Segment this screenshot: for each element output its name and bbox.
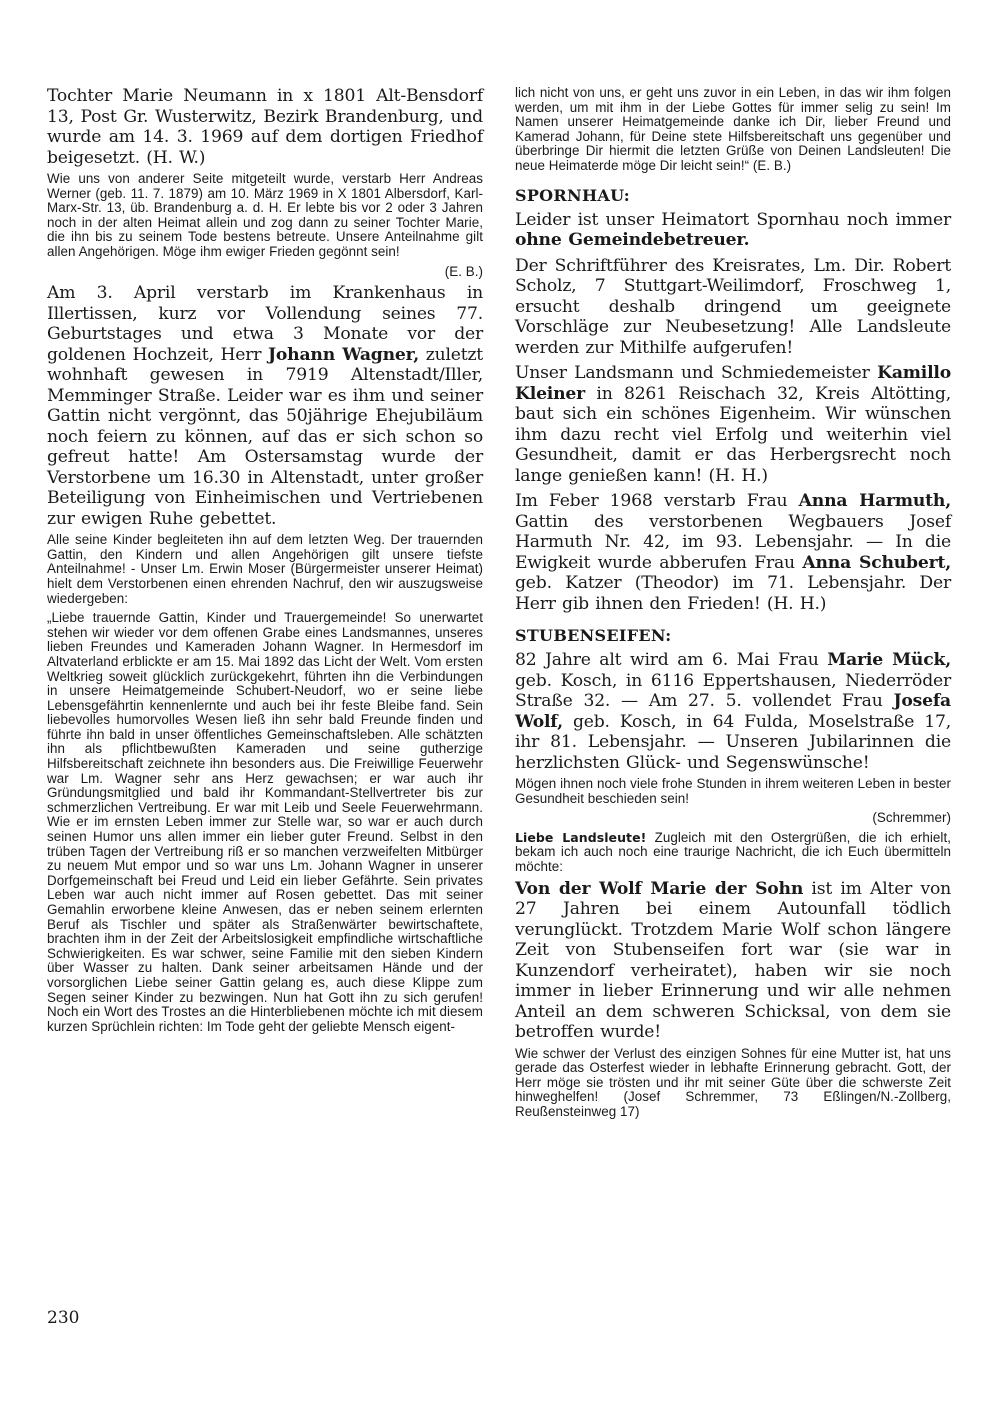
right-column — [515, 86, 951, 1120]
paragraph-spornhau-call: Der Schriftführer des Kreisrates, Lm. Dir. Robert Scholz, 7 Stuttgart-Weilimdorf, Froschweg 1, ersucht deshalb dringend um geeignete Vorschläge zur Neubesetzung! Alle Landsleute werden zur Mithilfe aufgerufen! — [515, 255, 951, 358]
paragraph-funeral-attendance: Alle seine Kinder begleiteten ihn auf dem letzten Weg. Der trauernden Gattin, den Kindern und allen Angehörigen gilt unsere tiefste Anteilnahme! - Unser Lm. Erwin Moser (Bürgermeister unserer Heimat) hielt dem Verstorbenen einen ehrenden Nachruf, den wir auszugsweise wiedergeben: — [47, 532, 483, 606]
paragraph-spornhau-no-caretaker: Leider ist unser Heimatort Spornhau noch immer ohne Gemeindebetreuer. — [515, 209, 951, 251]
author-signature: (Schremmer) — [872, 810, 951, 826]
paragraph-condolence: Wie schwer der Verlust des einzigen Sohnes für eine Mutter ist, hat uns gerade das Osterfest wieder in lebhafte Erinnerung gebracht. Gott, der Herr möge sie trösten und ihr mit seiner Güte über die schwerste Zeit hinweghelfen! (Josef Schremmer, 73 Eßlingen/N.-Zollberg, Reußensteinweg 17) — [515, 1045, 951, 1119]
left-column — [47, 86, 483, 1034]
paragraph-eulogy-continued: lich nicht von uns, er geht uns zuvor in ein Leben, in das wir ihm folgen werden, um mit ihm in der Liebe Gottes für immer selig zu sein! Im Namen unserer Heimatgemeinde danke ich Dir, lieber Freund und Kamerad Johann, für Deine stete Hilfsbereitschaft uns gegenüber und überbringe Dir hiermit die letzten Grüße von Deinen Landsleuten! Die neue Heimaterde möge Dir leicht sein!“ (E. B.) — [515, 85, 951, 173]
section-heading-stubenseifen: STUBENSEIFEN: — [515, 626, 672, 646]
paragraph-neumann-burial: Tochter Marie Neumann in x 1801 Alt-Bensdorf 13, Post Gr. Wusterwitz, Bezirk Brandenburg, und wurde am 14. 3. 1969 auf dem dortigen Friedhof beigesetzt. (H. W.) — [47, 86, 483, 168]
person-name: Anna Schubert, — [802, 552, 951, 573]
paragraph-dear-countrymen: Liebe Landsleute! Zugleich mit den Ostergrüßen, die ich erhielt, bekam ich auch noch eine traurige Nachricht, die ich Euch übermitteln möchte: — [515, 829, 951, 875]
paragraph-werner-obituary: Wie uns von anderer Seite mitgeteilt wurde, verstarb Herr Andreas Werner (geb. 11. 7. 1879) am 10. März 1969 in X 1801 Albersdorf, Karl-Marx-Str. 13, üb. Brandenburg a. d. H. Er lebte bis vor 2 oder 3 Jahren noch in der alten Heimat allein und zog dann zu seiner Tochter Marie, die ihn bis zu seinem Tode bestens betreute. Unsere Anteilnahme gilt allen Angehörigen. Möge ihm ewiger Frieden gegönnt sein! — [47, 171, 483, 259]
person-name: Josefa Wolf, — [515, 691, 951, 732]
person-name: Marie Mück, — [827, 650, 951, 671]
person-name: Kamillo Kleiner — [515, 363, 951, 404]
paragraph-kleiner-house: Unser Landsmann und Schmiedemeister Kamillo Kleiner in 8261 Reischach 32, Kreis Altötting, baut sich ein schönes Eigenheim. Wir wünschen ihm dazu recht viel Erfolg und weiterhin viel Gesundheit, damit er das Herbergsrecht noch lange genießen kann! (H. H.) — [515, 363, 951, 486]
paragraph-harmuth-schubert-deaths: Im Feber 1968 verstarb Frau Anna Harmuth, Gattin des verstorbenen Wegbauers Josef Harmuth Nr. 42, im 93. Lebensjahr. — In die Ewigkeit wurde abberufen Frau Anna Schubert, geb. Katzer (Theodor) im 71. Lebensjahr. Der Herr gib ihnen den Frieden! (H. H.) — [515, 491, 951, 614]
paragraph-wagner-obituary: Am 3. April verstarb im Krankenhaus in Illertissen, kurz vor Vollendung seines 77. Geburtstages und etwa 3 Monate vor der goldenen Hochzeit, Herr Johann Wagner, zuletzt wohnhaft gewesen in 7919 Altenstadt/Iller, Memminger Straße. Leider war es ihm und seiner Gattin nicht vergönnt, das 50jährige Ehejubiläum noch feiern zu können, auf das er sich schon so gefreut hatte! Am Ostersamstag wurde der Verstorbene um 16.30 in Altenstadt, unter großer Beteiligung von Einheimischen und Vertriebenen zur ewigen Ruhe gebettet. — [47, 283, 484, 529]
page-number: 230 — [47, 1308, 80, 1328]
person-name: Johann Wagner, — [267, 344, 420, 365]
paragraph-eulogy: „Liebe trauernde Gattin, Kinder und Trauergemeinde! So unerwartet stehen wir wieder vor dem offenen Grabe eines Landsmannes, unseres lieben Freundes und Kameraden Johann Wagner. In Hermesdorf im Altvaterland erblickte er am 15. Mai 1892 das Licht der Welt. Vom ersten Weltkrieg soweit glücklich zurückgekehrt, führten ihn die Verbindungen in unsere Heimatgemeinde Schubert-Neudorf, wo er seine liebe Lebensgefährtin kennenlernte und auch bei ihr feste Bleibe fand. Sein liebevolles humorvolles Wesen ließ ihn sehr bald Freunde finden und führte ihn bald in unser öffentliches Gemeinschaftsleben. Alle schätzten ihn als pflichtbewußten Kameraden und seine gutherzige Hilfsbereitschaft zeichnete ihn besonders aus. Die Freiwillige Feuerwehr war Lm. Wagner sehr ans Herz gewachsen; er war auch ihr Gründungsmitglied und bald ihr Kommandant-Stellvertreter bis zur schmerzlichen Vertreibung. Er war mit Leib und Seele Feuerwehrmann. Wie er im ernsten Leben immer zur Stelle war, so war er auch durch seinen Humor uns allen immer ein lieber guter Freund. Selbst in den trüben Tagen der Vertreibung riß er so manchen verzweifelten Mitbürger zu neuem Mut empor und so war uns Lm. Johann Wagner in unserer Dorfgemeinschaft bei Freud und Leid ein lieber Gefährte. Sein privates Leben war auch nicht immer auf Rosen gebettet. Das mit seiner Gemahlin erworbene kleine Anwesen, das er neben seinem erlernten Beruf als Tischler und später als Straßenwärter bewirtschaftete, brachten ihm in der Zeit der Arbeitslosigkeit empfindliche wirtschaftliche Schwierigkeiten. Es war schwer, seine Familie mit den sieben Kindern über Wasser zu halten. Dank seiner arbeitsamen Hände und der vorsorglichen Liebe seiner Gattin gelang es, auch diese Klippe zum Segen seiner Kinder zu bezwingen. Nun hat Gott ihn zu sich gerufen! Noch ein Wort des Trostes an die Hinterbliebenen möchte ich mit diesem kurzen Sprüchlein richten: Im Tode geht der geliebte Mensch eigent- — [47, 610, 483, 1034]
author-signature: (E. B.) — [444, 263, 483, 279]
paragraph-wishes: Mögen ihnen noch viele frohe Stunden in ihrem weiteren Leben in bester Gesundheit beschieden sein! — [515, 776, 951, 806]
section-heading-spornhau: SPORNHAU: — [515, 185, 630, 205]
person-name: Anna Harmuth, — [798, 491, 951, 512]
paragraph-wolf-son-accident: Von der Wolf Marie der Sohn ist im Alter von 27 Jahren bei einem Autounfall tödlich verunglückt. Trotzdem Marie Wolf schon längere Zeit von Stubenseifen fort war (sie war in Kunzendorf verheiratet), haben wir sie noch immer in lieber Erinnerung und wir alle nehmen Anteil an dem schweren Schicksal, von dem sie betroffen wurde! — [515, 878, 952, 1043]
paragraph-birthdays: 82 Jahre alt wird am 6. Mai Frau Marie Mück, geb. Kosch, in 6116 Eppertshausen, Niederröder Straße 32. — Am 27. 5. vollendet Frau Josefa Wolf, geb. Kosch, in 64 Fulda, Moselstraße 17, ihr 81. Lebensjahr. — Unseren Jubilarinnen die herzlichsten Glück- und Segenswünsche! — [515, 650, 951, 773]
